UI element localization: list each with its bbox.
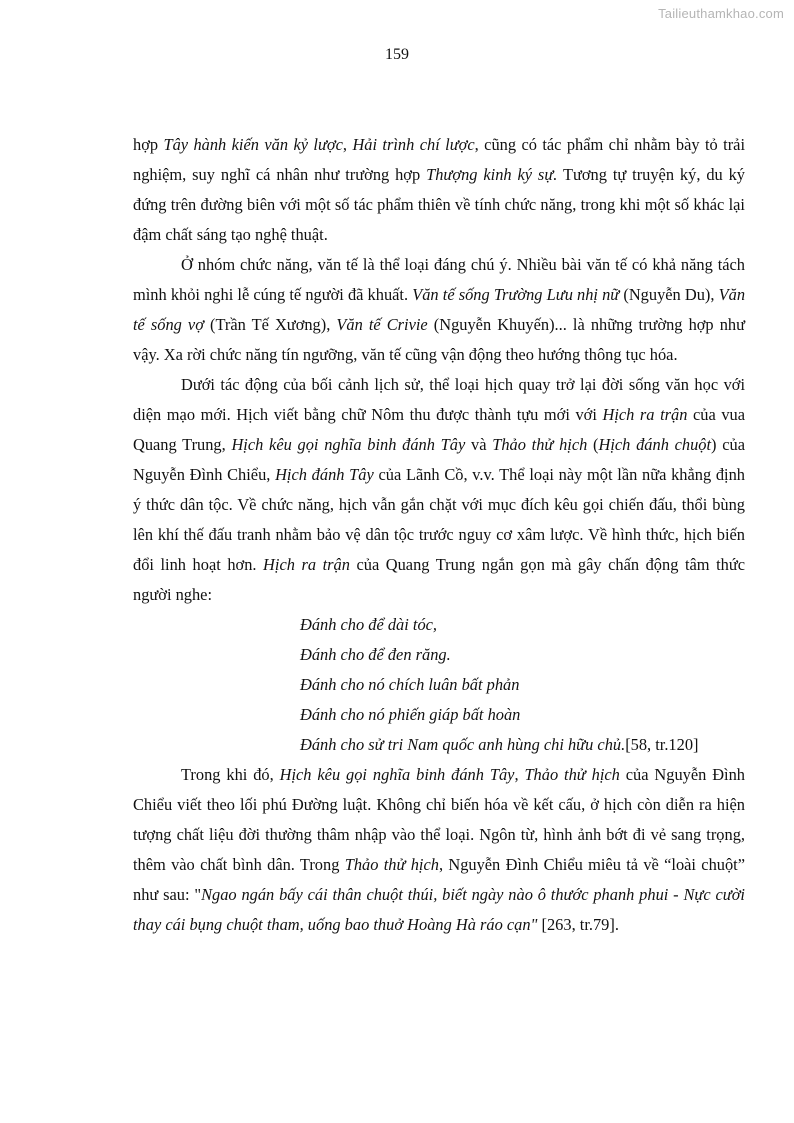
text-run: Trong khi đó, (181, 765, 280, 784)
verse-line: Đánh cho để đen răng. (300, 645, 451, 664)
text-run: hợp (133, 135, 164, 154)
text-run: của vua Quang Trung, (133, 405, 745, 454)
verse-line: Đánh cho nó chích luân bất phản (300, 675, 520, 694)
text-run: và (465, 435, 493, 454)
text-run: , (342, 135, 353, 154)
text-run: Dưới tác động của bối cảnh lịch sử, thể loại hịch quay trở lại đời sống văn học với diện mạo mới. Hịch viết bằng chữ Nôm thu được thành tựu mới với (133, 375, 745, 424)
citation: [58, tr.120] (625, 735, 699, 754)
italic-title: Thảo thử hịch (524, 765, 620, 784)
verse-line: Đánh cho nó phiến giáp bất hoàn (300, 705, 521, 724)
verse-block (133, 610, 745, 760)
paragraph-p2 (133, 250, 745, 370)
italic-title: Văn tế sống vợ (133, 285, 746, 334)
italic-title: Hịch ra trận (602, 405, 688, 424)
italic-title: Thượng kinh ký sự. (426, 165, 558, 184)
italic-title: Văn tế sống Trường Lưu nhị nữ (412, 285, 620, 304)
text-run: của Quang Trung ngắn gọn mà gây chấn động tâm thức người nghe: (133, 555, 745, 604)
italic-title: Hịch kêu gọi nghĩa binh đánh Tây (279, 765, 515, 784)
italic-title: Hịch đánh Tây (275, 465, 374, 484)
verse-line-last (133, 730, 745, 760)
verse-line: Đánh cho để dài tóc, (300, 615, 438, 634)
paragraph-p3 (133, 370, 745, 610)
document-body (133, 130, 745, 940)
verse-line-text: Đánh cho sử tri Nam quốc anh hùng chi hữu chủ. (300, 735, 626, 754)
italic-title: Văn tế Crivie (336, 315, 428, 334)
italic-title: Thảo thử hịch (344, 855, 439, 874)
italic-title: Hịch đánh chuột (598, 435, 712, 454)
italic-title: Tây hành kiến văn kỷ lược (163, 135, 343, 154)
text-run: (Trần Tế Xương), (203, 315, 337, 334)
text-run: ) của Nguyễn Đình Chiểu, (133, 435, 745, 484)
paragraphs-before-verse (133, 130, 745, 610)
italic-title: Hải trình chí lược (352, 135, 475, 154)
text-run: (Nguyễn Du), (619, 285, 719, 304)
text-run: ( (587, 435, 599, 454)
text-run: Tương tự truyện ký, du ký đứng trên đường biên với một số tác phẩm thiên về tính chức năng, trong khi một số khác lại đậm chất sáng tạo nghệ thuật. (133, 165, 745, 244)
text-run: (Nguyễn Khuyến)... là những trường hợp như vậy. Xa rời chức năng tín ngưỡng, văn tế cũng vận động theo hướng thông tục hóa. (133, 315, 745, 364)
text-run: của Lãnh Cồ, v.v. Thể loại này một lần nữa khẳng định ý thức dân tộc. Về chức năng, hịch vẫn gắn chặt với mục đích kêu gọi chiến đấu, thổi bùng lên khí thế đấu tranh nhằm bảo vệ dân tộc trước nguy cơ xâm lược. Về hình thức, hịch biến đổi linh hoạt hơn. (133, 465, 745, 574)
text-run: , Nguyễn Đình Chiểu miêu tả về “loài chuột” như sau: " (133, 855, 745, 904)
text-run: Ở nhóm chức năng, văn tế là thể loại đáng chú ý. Nhiều bài văn tế có khả năng tách mình khỏi nghi lễ cúng tế người đã khuất. (133, 255, 745, 304)
italic-title: Thảo thử hịch (492, 435, 588, 454)
paragraph-p4 (133, 760, 745, 940)
text-run: , (514, 765, 525, 784)
italic-title: Hịch kêu gọi nghĩa binh đánh Tây (231, 435, 466, 454)
paragraphs-after-verse (133, 760, 745, 940)
page-number: 159 (385, 46, 409, 63)
italic-title: Ngao ngán bấy cái thân chuột thúi, biết ngày nào ô thước phanh phui - Nực cười thay cái bụng chuột tham, uống bao thuở Hoàng Hà ráo cạn" (133, 885, 745, 934)
paragraph-p1 (133, 130, 745, 250)
watermark: Tailieuthamkhao.com (658, 6, 784, 21)
italic-title: Hịch ra trận (263, 555, 350, 574)
text-run: [263, tr.79]. (537, 915, 619, 934)
text-run: của Nguyễn Đình Chiểu viết theo lối phú Đường luật. Không chỉ biến hóa về kết cấu, ở hịch còn diễn ra hiện tượng chất liệu đời thường thâm nhập vào thể loại. Ngôn từ, hình ảnh bớt đi vẻ sang trọng, thêm vào chất bình dân. Trong (133, 765, 745, 874)
text-run: , cũng có tác phẩm chỉ nhằm bày tỏ trải nghiệm, suy nghĩ cá nhân như trường hợp (133, 135, 745, 184)
